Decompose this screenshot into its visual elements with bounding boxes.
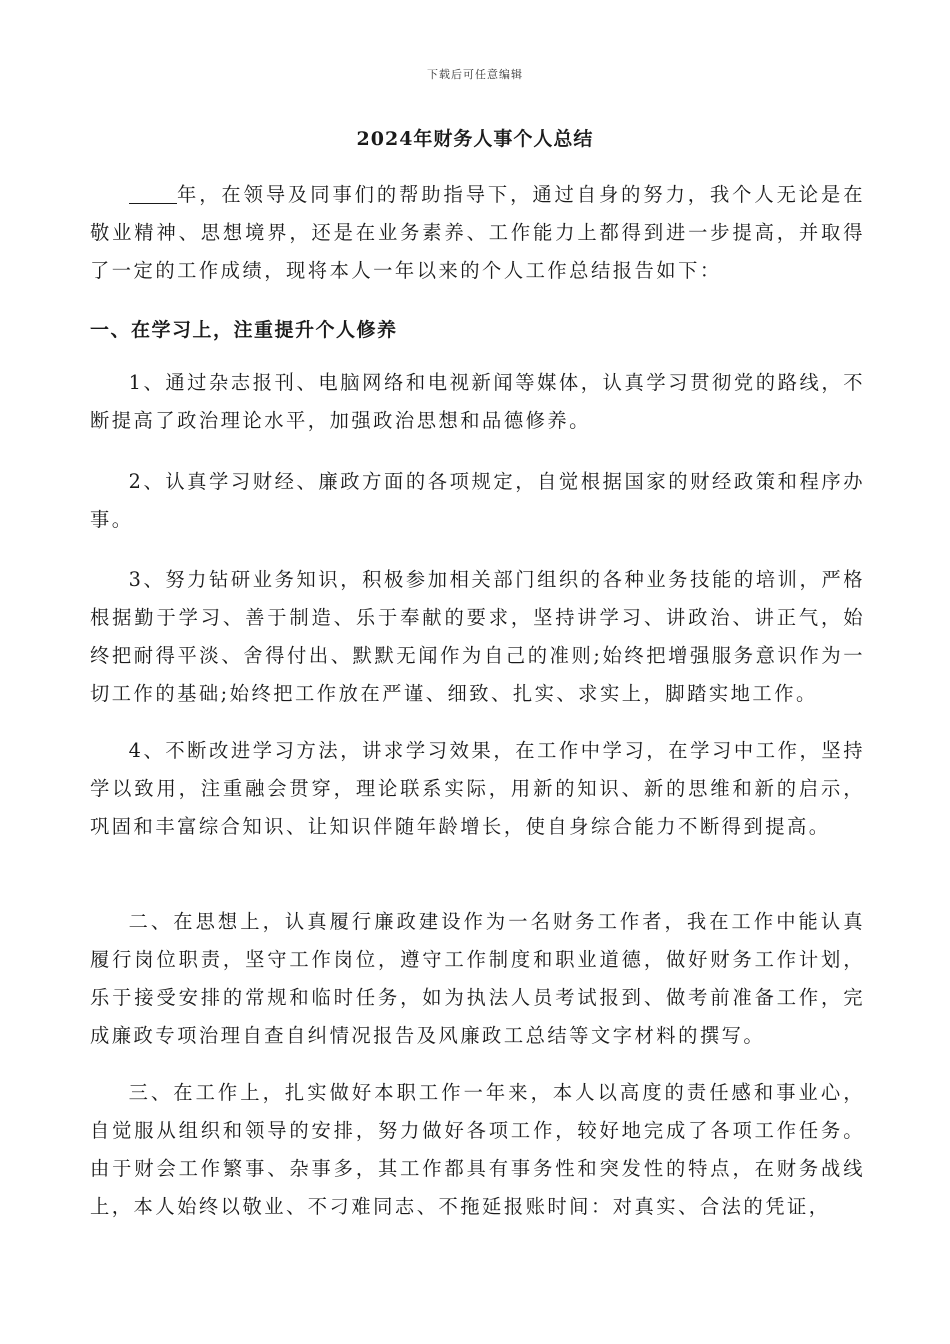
paragraph-1 [90,364,865,440]
paragraph-thought [90,903,865,1055]
paragraph-text: 1、通过杂志报刊、电脑网络和电视新闻等媒体，认真学习贯彻党的路线，不断提高了政治理论水平，加强政治思想和品德修养。 [90,371,865,432]
intro-text: 年，在领导及同事们的帮助指导下，通过自身的努力，我个人无论是在敬业精神、思想境界，还是在业务素养、工作能力上都得到进一步提高，并取得了一定的工作成绩，现将本人一年以来的个人工作总结报告如下： [90,183,865,282]
paragraph-text: 二、在思想上，认真履行廉政建设作为一名财务工作者，我在工作中能认真履行岗位职责，坚守工作岗位，遵守工作制度和职业道德，做好财务工作计划，乐于接受安排的常规和临时任务，如为执法人员考试报到、做考前准备工作，完成廉政专项治理自查自纠情况报告及风廉政工总结等文字材料的撰写。 [90,910,865,1047]
section-heading-study: 一、在学习上，注重提升个人修养 [90,319,398,341]
header-note: 下载后可任意编辑 [427,68,523,81]
paragraph-text: 3、努力钻研业务知识，积极参加相关部门组织的各种业务技能的培训，严格根据勤于学习、善于制造、乐于奉献的要求，坚持讲学习、讲政治、讲正气，始终把耐得平淡、舍得付出、默默无闻作为自己的准则;始终把增强服务意识作为一切工作的基础;始终把工作放在严谨、细致、扎实、求实上，脚踏实地工作。 [90,568,865,705]
paragraph-text: 2、认真学习财经、廉政方面的各项规定，自觉根据国家的财经政策和程序办事。 [90,470,865,531]
intro-paragraph [90,176,865,290]
paragraph-3 [90,561,865,713]
blank-underline [129,183,177,204]
paragraph-text: 4、不断改进学习方法，讲求学习效果，在工作中学习，在学习中工作，坚持学以致用，注重融会贯穿，理论联系实际，用新的知识、新的思维和新的启示，巩固和丰富综合知识、让知识伴随年龄增长，使自身综合能力不断得到提高。 [90,739,865,838]
paragraph-text: 三、在工作上，扎实做好本职工作一年来，本人以高度的责任感和事业心，自觉服从组织和领导的安排，努力做好各项工作，较好地完成了各项工作任务。由于财会工作繁事、杂事多，其工作都具有事务性和突发性的特点，在财务战线上，本人始终以敬业、不刁难同志、不拖延报账时间：对真实、合法的凭证， [90,1081,865,1218]
paragraph-4 [90,732,865,846]
paragraph-work [90,1074,865,1226]
document-title: 2024年财务人事个人总结 [356,128,594,150]
paragraph-2 [90,463,865,539]
